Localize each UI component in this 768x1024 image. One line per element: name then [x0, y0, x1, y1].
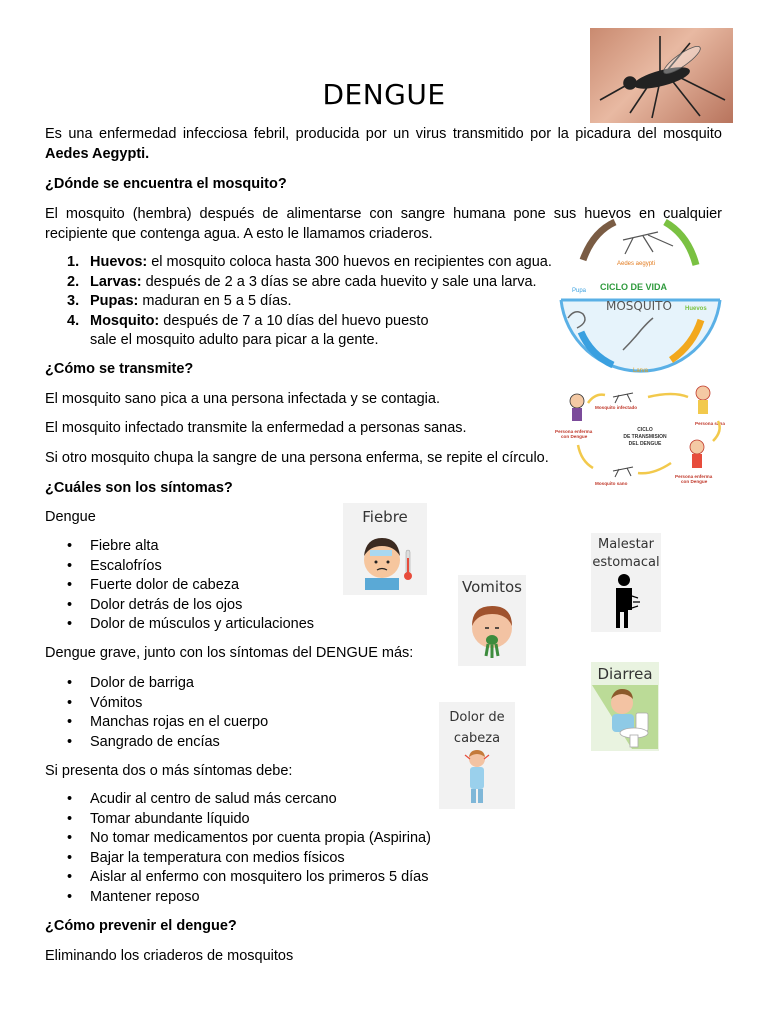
list-item: 3. Pupas: maduran en 5 a 5 días.: [67, 293, 292, 309]
person-icon: [696, 386, 710, 414]
transmission-heading: ¿Cómo se transmite?: [45, 361, 194, 377]
svg-text:DE TRANSMISION: DE TRANSMISION: [623, 434, 667, 440]
symptom-card-malestar: Malestar estomacal: [591, 533, 661, 632]
intro-species: Aedes Aegypti.: [45, 145, 150, 162]
action-list: [45, 790, 505, 907]
symptom-card-fiebre: Fiebre: [343, 503, 427, 595]
action-label: Si presenta dos o más síntomas debe:: [45, 763, 293, 779]
list-item: • No tomar medicamentos por cuenta propia (Aspirina): [45, 829, 505, 849]
list-item: • Escalofríos: [45, 557, 465, 577]
life-stages-list: [45, 253, 585, 351]
life-cycle-diagram: [553, 210, 728, 385]
list-item: • Fiebre alta: [45, 537, 465, 557]
prevention-heading: ¿Cómo prevenir el dengue?: [45, 918, 237, 934]
list-item: • Dolor detrás de los ojos: [45, 596, 465, 616]
dengue-label: Dengue: [45, 509, 96, 525]
svg-text:CICLO: CICLO: [637, 427, 653, 433]
svg-text:CICLO DE VIDA: CICLO DE VIDA: [600, 282, 668, 292]
svg-text:DEL DENGUE: DEL DENGUE: [628, 441, 662, 447]
mosquito-icon: [600, 36, 725, 118]
list-item: • Mantener reposo: [45, 888, 505, 908]
list-item: • Tomar abundante líquido: [45, 810, 505, 830]
svg-text:Huevos: Huevos: [685, 306, 707, 312]
svg-text:Aedes aegypti: Aedes aegypti: [617, 261, 656, 267]
list-item: • Sangrado de encías: [45, 733, 465, 753]
person-icon: [570, 394, 584, 421]
grave-label: Dengue grave, junto con los síntomas del DENGUE más:: [45, 645, 414, 661]
intro-text: Es una enfermedad infecciosa febril, producida por un virus transmitido por la picadura del mosquito: [45, 126, 722, 142]
svg-text:MOSQUITO: MOSQUITO: [606, 299, 672, 313]
list-item: • Dolor de barriga: [45, 674, 465, 694]
list-item: • Fuerte dolor de cabeza: [45, 576, 465, 596]
mosquito-photo: [590, 28, 733, 123]
mosquito-icon: [623, 232, 673, 254]
grave-symptoms-list: [45, 674, 465, 752]
symptoms-heading: ¿Cuáles son los síntomas?: [45, 480, 233, 496]
list-item: • Acudir al centro de salud más cercano: [45, 790, 505, 810]
list-item: • Dolor de músculos y articulaciones: [45, 615, 465, 635]
transmission-line-1: El mosquito sano pica a una persona infectada y se contagia.: [45, 391, 440, 407]
svg-text:Mosquito sano: Mosquito sano: [595, 481, 628, 486]
list-item: • Vómitos: [45, 694, 465, 714]
symptom-card-diarrea: Diarrea: [591, 662, 659, 751]
vomit-face-icon: [462, 598, 522, 658]
list-item: 2. Larvas: después de 2 a 3 días se abre cada huevito y sale una larva.: [67, 273, 537, 290]
svg-text:Persona enferma: Persona enferma: [675, 474, 713, 479]
list-item-continued: sale el mosquito adulto para picar a la gente.: [90, 332, 379, 348]
toilet-icon: [592, 685, 658, 749]
list-item: 4. Mosquito: después de 7 a 10 días del huevo puesto: [67, 312, 429, 329]
svg-text:con Dengue: con Dengue: [561, 434, 588, 439]
intro-paragraph: [45, 125, 722, 164]
prevention-text: Eliminando los criaderos de mosquitos: [45, 948, 294, 964]
person-icon: [690, 440, 704, 468]
symptom-card-vomitos: Vomitos: [458, 575, 526, 666]
transmission-line-3: Si otro mosquito chupa la sangre de una persona enferma, se repite el círculo.: [45, 450, 549, 466]
list-item: 1. Huevos: el mosquito coloca hasta 300 huevos en recipientes con agua.: [67, 254, 552, 270]
svg-text:con Dengue: con Dengue: [681, 479, 708, 484]
where-heading: ¿Dónde se encuentra el mosquito?: [45, 176, 287, 192]
list-item: • Manchas rojas en el cuerpo: [45, 713, 465, 733]
svg-text:Mosquito infectado: Mosquito infectado: [595, 405, 638, 410]
headache-icon: [462, 749, 492, 805]
svg-text:Larva: Larva: [633, 368, 649, 374]
where-paragraph: El mosquito (hembra) después de alimentarse con sangre humana pone sus huevos en cualquier recipiente que contenga agua. A esto le llamamos criaderos.: [45, 206, 722, 242]
list-item: • Aislar al enfermo con mosquitero los primeros 5 días: [45, 868, 505, 888]
svg-text:Persona sana: Persona sana: [695, 421, 725, 426]
svg-text:Persona enferma: Persona enferma: [555, 429, 593, 434]
list-item: • Bajar la temperatura con medios físicos: [45, 849, 505, 869]
transmission-diagram: [553, 383, 738, 488]
transmission-line-2: El mosquito infectado transmite la enfermedad a personas sanas.: [45, 420, 467, 436]
symptom-card-dolor-cabeza: Dolor de cabeza: [439, 702, 515, 809]
stomach-ache-icon: [606, 572, 646, 630]
page-title: DENGUE: [322, 78, 446, 111]
fever-face-icon: [350, 528, 420, 590]
svg-text:Pupa: Pupa: [572, 288, 587, 294]
